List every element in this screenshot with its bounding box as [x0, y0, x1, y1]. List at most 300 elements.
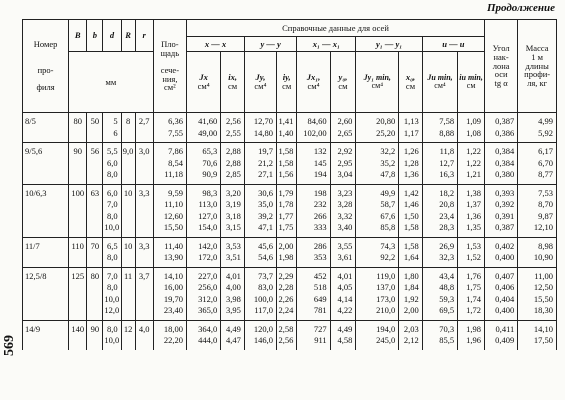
cell-value: 58,7 — [380, 199, 396, 209]
cell-value: 518 — [313, 282, 327, 292]
cell-value: 3,15 — [226, 222, 241, 232]
cell-value: 98,3 — [202, 187, 218, 198]
cell-value: 1,46 — [403, 199, 419, 209]
cell-value: 2,95 — [337, 157, 353, 168]
cell-r: 4,0 — [135, 320, 153, 350]
cell-value: 11,8 — [439, 146, 455, 156]
cell-Jy — [244, 237, 276, 267]
cell-ix — [221, 113, 245, 143]
cell-value: 1,74 — [466, 293, 482, 304]
cell-value: 1,09 — [466, 116, 482, 126]
cell-value: 0,406 — [495, 282, 515, 292]
cell-value: 0,387 — [495, 116, 515, 126]
cell-value: 19,70 — [163, 293, 183, 304]
cell-value: 12,10 — [533, 222, 553, 232]
cell-iu — [458, 184, 485, 237]
cell-tg — [485, 237, 518, 267]
cell-value: 2,56 — [278, 335, 294, 345]
cell-mass — [518, 237, 557, 267]
cell-value: 23,4 — [439, 210, 455, 221]
cell-number: 10/6,3 — [23, 184, 69, 237]
cell-value: 0,384 — [495, 146, 515, 156]
col-r-header: r — [135, 20, 153, 52]
cell-value: 4,47 — [226, 335, 241, 345]
cell-b: 56 — [87, 143, 103, 185]
cell-y0 — [330, 320, 356, 350]
cell-value: 7,86 — [168, 146, 183, 156]
cell-value: 3,55 — [337, 240, 353, 251]
cell-value: 18,30 — [533, 305, 553, 315]
cell-value: 1,78 — [278, 199, 294, 209]
angle-profile-table — [22, 19, 557, 350]
cell-value: 364,0 — [198, 323, 218, 334]
cell-tg — [485, 113, 518, 143]
cell-tg — [485, 267, 518, 320]
cell-b: 80 — [87, 267, 103, 320]
cell-value: 14,80 — [253, 127, 274, 138]
cell-value: 20,80 — [376, 116, 396, 126]
cell-value: 2,29 — [278, 270, 294, 281]
cell-value: 3,18 — [226, 210, 241, 221]
iy-header: iy, см — [277, 52, 297, 113]
cell-value: 1,53 — [466, 240, 482, 251]
cell-value: 1,58 — [278, 157, 294, 168]
cell-value: 10,0 — [104, 293, 120, 304]
cell-value: 2,92 — [337, 146, 353, 156]
Jumin-header: Ju min, см⁴ — [422, 52, 457, 113]
cell-Jy1 — [356, 184, 399, 237]
cell-value: 1,40 — [278, 127, 294, 138]
cell-area — [153, 184, 186, 237]
cell-value: 1,98 — [466, 323, 482, 334]
Jx1-header: Jx₁, см⁴ — [297, 52, 330, 113]
cell-value: 14,10 — [533, 323, 553, 334]
cell-value: 1,36 — [403, 169, 419, 179]
continuation-label: Продолжение — [486, 2, 555, 14]
table-row — [23, 237, 557, 267]
cell-value: 7,0 — [106, 199, 118, 209]
cell-value: 1,22 — [466, 157, 482, 168]
cell-value: 232 — [313, 199, 327, 209]
cell-iy — [277, 267, 297, 320]
cell-Jy — [244, 184, 276, 237]
cell-number: 11/7 — [23, 237, 69, 267]
cell-value: 12,70 — [253, 116, 274, 126]
cell-value: 9,87 — [538, 210, 553, 221]
cell-value: 146,0 — [253, 335, 274, 345]
cell-value: 1,58 — [403, 222, 419, 232]
cell-d — [103, 267, 121, 320]
cell-Jy1 — [356, 237, 399, 267]
cell-Jy — [244, 113, 276, 143]
cell-Ju — [422, 113, 457, 143]
cell-value: 1,98 — [278, 252, 294, 262]
cell-r: 3,3 — [135, 237, 153, 267]
Jx-header: Jx см⁴ — [187, 52, 221, 113]
cell-value: 0,380 — [495, 169, 515, 179]
cell-value: 8,0 — [106, 323, 118, 334]
cell-value: 1,13 — [403, 116, 419, 126]
cell-value: 41,60 — [198, 116, 218, 126]
cell-value: 18,00 — [163, 323, 183, 334]
cell-value: 911 — [314, 335, 327, 345]
cell-value: 4,05 — [337, 282, 353, 292]
Jy-header: Jy, см⁴ — [244, 52, 276, 113]
cell-r: 2,7 — [135, 113, 153, 143]
cell-value: 1,80 — [403, 270, 419, 281]
cell-value: 1,75 — [278, 222, 294, 232]
cell-value: 13,90 — [163, 252, 183, 262]
col-R-header: R — [121, 20, 135, 52]
table-row — [23, 320, 557, 350]
cell-value: 127,0 — [198, 210, 218, 221]
cell-value: 198 — [313, 187, 327, 198]
cell-value: 16,00 — [163, 282, 183, 292]
cell-value: 2,26 — [278, 293, 294, 304]
cell-B: 100 — [69, 184, 87, 237]
cell-value: 7,55 — [168, 127, 183, 138]
cell-value: 1,42 — [403, 187, 419, 198]
cell-Jx1 — [297, 143, 330, 185]
cell-value: 1,52 — [466, 252, 482, 262]
cell-value: 20,8 — [439, 199, 455, 209]
cell-Jy1 — [356, 267, 399, 320]
cell-Jx1 — [297, 237, 330, 267]
cell-value: 3,20 — [226, 187, 241, 198]
cell-value: 1,79 — [278, 187, 294, 198]
header-row-3 — [23, 52, 557, 113]
cell-value: 1,72 — [466, 305, 482, 315]
cell-x0 — [399, 143, 423, 185]
cell-b: 70 — [87, 237, 103, 267]
cell-iy — [277, 113, 297, 143]
cell-number: 8/5 — [23, 113, 69, 143]
cell-value: 30,6 — [258, 187, 274, 198]
cell-value: 1,41 — [278, 116, 294, 126]
cell-value: 19,7 — [258, 146, 274, 156]
cell-y0 — [330, 184, 356, 237]
cell-iu — [458, 143, 485, 185]
cell-value: 2,60 — [337, 116, 353, 126]
cell-iu — [458, 267, 485, 320]
cell-value: 2,00 — [278, 240, 294, 251]
cell-value: 11,10 — [164, 199, 183, 209]
cell-value: 22,20 — [163, 335, 183, 345]
cell-R: 8 — [121, 113, 135, 143]
cell-x0 — [399, 267, 423, 320]
cell-value: 0,391 — [495, 210, 515, 221]
cell-value: 0,409 — [495, 335, 515, 345]
cell-value: 15,50 — [163, 222, 183, 232]
cell-value: 1,64 — [403, 252, 419, 262]
cell-Jy1 — [356, 113, 399, 143]
cell-Jy1 — [356, 320, 399, 350]
cell-Jx — [187, 143, 221, 185]
Jy1min-header: Jy₁ min, см⁴ — [356, 52, 399, 113]
cell-value: 1,84 — [403, 282, 419, 292]
cell-value: 649 — [313, 293, 327, 304]
cell-iy — [277, 143, 297, 185]
cell-area — [153, 267, 186, 320]
axis-x1-header: x₁ — x₁ — [297, 37, 356, 52]
cell-d — [103, 113, 121, 143]
cell-value: 227,0 — [198, 270, 218, 281]
cell-value: 4,01 — [226, 270, 241, 281]
cell-value: 452 — [313, 270, 327, 281]
cell-value: 1,50 — [403, 210, 419, 221]
cell-value: 6,0 — [106, 157, 118, 168]
cell-value: 0,386 — [495, 127, 515, 138]
cell-value: 83,0 — [258, 282, 274, 292]
cell-value: 173,0 — [376, 293, 396, 304]
cell-value: 7,0 — [106, 270, 118, 281]
cell-value: 2,88 — [226, 146, 241, 156]
cell-value: 2,24 — [278, 305, 294, 315]
cell-b: 90 — [87, 320, 103, 350]
cell-Ju — [422, 184, 457, 237]
cell-value: 0,384 — [495, 157, 515, 168]
cell-ix — [221, 237, 245, 267]
cell-value: 0,400 — [495, 305, 515, 315]
cell-value: 8,98 — [538, 240, 553, 251]
cell-number: 9/5,6 — [23, 143, 69, 185]
cell-value: 210,0 — [376, 305, 396, 315]
cell-value: 194,0 — [376, 323, 396, 334]
cell-value: 1,56 — [278, 169, 294, 179]
col-area-header: Пло- щадь сече- ния, см² — [153, 20, 186, 113]
cell-value: 137,0 — [376, 282, 396, 292]
cell-ix — [221, 143, 245, 185]
cell-value: 16,3 — [439, 169, 455, 179]
cell-value: 8,0 — [106, 169, 118, 179]
cell-value: 35,0 — [258, 199, 274, 209]
cell-value: 3,23 — [337, 187, 353, 198]
cell-value: 172,0 — [198, 252, 218, 262]
cell-value: 113,0 — [198, 199, 218, 209]
cell-value: 1,77 — [278, 210, 294, 221]
cell-value: 69,5 — [439, 305, 455, 315]
cell-y0 — [330, 113, 356, 143]
cell-value: 3,19 — [226, 199, 241, 209]
cell-value: 5,5 — [106, 146, 118, 156]
ix-header: ix, см — [221, 52, 245, 113]
cell-value: 8,0 — [106, 210, 118, 221]
cell-iu — [458, 320, 485, 350]
cell-value: 28,3 — [439, 222, 455, 232]
cell-value: 312,0 — [198, 293, 218, 304]
axis-xx-header: x — x — [187, 37, 245, 52]
table-row — [23, 184, 557, 237]
cell-Jx — [187, 184, 221, 237]
cell-value: 0,392 — [495, 199, 515, 209]
cell-B: 110 — [69, 237, 87, 267]
table-row — [23, 143, 557, 185]
cell-value: 4,01 — [337, 270, 353, 281]
cell-value: 25,20 — [376, 127, 396, 138]
cell-value: 142,0 — [198, 240, 218, 251]
cell-value: 3,51 — [226, 252, 241, 262]
cell-value: 3,95 — [226, 305, 241, 315]
col-angle-header: Угол нак- лона оси tg α — [485, 20, 518, 113]
cell-value: 2,58 — [278, 323, 294, 334]
cell-value: 49,00 — [198, 127, 218, 138]
cell-value: 47,1 — [258, 222, 274, 232]
cell-value: 43,4 — [439, 270, 455, 281]
cell-value: 18,2 — [439, 187, 455, 198]
cell-value: 65,3 — [202, 146, 218, 156]
cell-value: 3,53 — [226, 240, 241, 251]
cell-r: 3,7 — [135, 267, 153, 320]
cell-value: 333 — [313, 222, 327, 232]
cell-value: 6,36 — [168, 116, 183, 126]
cell-iy — [277, 184, 297, 237]
cell-B: 90 — [69, 143, 87, 185]
cell-value: 6,5 — [106, 240, 118, 251]
cell-value: 11,18 — [164, 169, 183, 179]
col-B-header: B — [69, 20, 87, 52]
cell-mass — [518, 267, 557, 320]
cell-Jx — [187, 113, 221, 143]
cell-value: 3,98 — [226, 293, 241, 304]
cell-tg — [485, 184, 518, 237]
axis-y1-header: y₁ — y₁ — [356, 37, 422, 52]
cell-ix — [221, 184, 245, 237]
cell-value: 0,402 — [495, 240, 515, 251]
cell-Jy — [244, 143, 276, 185]
cell-value: 5,92 — [538, 127, 553, 138]
cell-Jy1 — [356, 143, 399, 185]
cell-value: 2,88 — [226, 157, 241, 168]
cell-number: 14/9 — [23, 320, 69, 350]
cell-value: 14,10 — [163, 270, 183, 281]
cell-value: 2,55 — [226, 127, 241, 138]
col-d-header: d — [103, 20, 121, 52]
cell-value: 256,0 — [198, 282, 218, 292]
cell-value: 444,0 — [198, 335, 218, 345]
cell-value: 3,28 — [337, 199, 353, 209]
cell-value: 0,393 — [495, 187, 515, 198]
cell-area — [153, 320, 186, 350]
cell-value: 4,58 — [337, 335, 353, 345]
cell-Jx1 — [297, 184, 330, 237]
cell-value: 39,2 — [258, 210, 274, 221]
cell-tg — [485, 320, 518, 350]
cell-Jx — [187, 267, 221, 320]
cell-value: 11,00 — [534, 270, 553, 281]
cell-value: 7,58 — [439, 116, 455, 126]
ref-data-group-header: Справочные данные для осей — [187, 20, 485, 37]
cell-value: 4,14 — [337, 293, 353, 304]
cell-value: 8,77 — [538, 169, 553, 179]
cell-value: 1,96 — [466, 335, 482, 345]
cell-value: 6,70 — [538, 157, 553, 168]
cell-value: 4,49 — [226, 323, 241, 334]
cell-mass — [518, 143, 557, 185]
cell-value: 85,8 — [380, 222, 396, 232]
cell-x0 — [399, 320, 423, 350]
cell-value: 1,35 — [466, 222, 482, 232]
cell-value: 92,2 — [380, 252, 396, 262]
cell-value: 8,0 — [106, 252, 118, 262]
cell-value: 15,50 — [533, 293, 553, 304]
table-row — [23, 113, 557, 143]
cell-value: 286 — [313, 240, 327, 251]
cell-value: 4,00 — [226, 282, 241, 292]
cell-value: 23,40 — [163, 305, 183, 315]
cell-Jx — [187, 237, 221, 267]
cell-value: 32,3 — [439, 252, 455, 262]
col-number-header: Номер про- филя — [23, 20, 69, 113]
cell-value: 781 — [313, 305, 327, 315]
axis-yy-header: y — y — [244, 37, 297, 52]
cell-value: 0,411 — [495, 323, 515, 334]
cell-d — [103, 237, 121, 267]
cell-iy — [277, 237, 297, 267]
cell-value: 117,0 — [254, 305, 274, 315]
cell-value: 2,85 — [226, 169, 241, 179]
cell-y0 — [330, 237, 356, 267]
cell-value: 1,75 — [466, 282, 482, 292]
cell-value: 120,0 — [253, 323, 274, 334]
cell-value: 266 — [313, 210, 327, 221]
cell-value: 6 — [113, 127, 118, 138]
cell-d — [103, 184, 121, 237]
cell-value: 2,12 — [403, 335, 419, 345]
cell-Jx1 — [297, 113, 330, 143]
cell-value: 4,22 — [337, 305, 353, 315]
mm-unit-header: мм — [69, 52, 154, 113]
cell-mass — [518, 184, 557, 237]
cell-R: 9,0 — [121, 143, 135, 185]
cell-value: 3,61 — [337, 252, 353, 262]
cell-value: 8,88 — [439, 127, 455, 138]
cell-value: 132 — [313, 146, 327, 156]
cell-value: 4,49 — [337, 323, 353, 334]
cell-value: 54,6 — [258, 252, 274, 262]
cell-value: 12,0 — [104, 305, 120, 315]
cell-Ju — [422, 237, 457, 267]
cell-value: 2,00 — [403, 305, 419, 315]
cell-value: 7,53 — [538, 187, 553, 198]
cell-value: 1,17 — [403, 127, 419, 138]
cell-value: 1,28 — [403, 157, 419, 168]
cell-ix — [221, 267, 245, 320]
cell-y0 — [330, 267, 356, 320]
cell-y0 — [330, 143, 356, 185]
iumin-header: iu min, см — [458, 52, 485, 113]
cell-value: 2,65 — [337, 127, 353, 138]
header-row-1 — [23, 20, 557, 37]
cell-value: 2,28 — [278, 282, 294, 292]
cell-value: 2,03 — [403, 323, 419, 334]
cell-value: 727 — [313, 323, 327, 334]
cell-value: 74,3 — [380, 240, 396, 251]
cell-value: 0,400 — [495, 252, 515, 262]
cell-value: 10,0 — [104, 335, 120, 345]
cell-iu — [458, 237, 485, 267]
cell-value: 26,9 — [439, 240, 455, 251]
col-b-header: b — [87, 20, 103, 52]
cell-value: 1,58 — [278, 146, 294, 156]
cell-R: 11 — [121, 267, 135, 320]
cell-value: 21,2 — [258, 157, 274, 168]
cell-value: 1,38 — [466, 187, 482, 198]
cell-value: 194 — [313, 169, 327, 179]
cell-value: 27,1 — [258, 169, 274, 179]
cell-value: 3,32 — [337, 210, 353, 221]
cell-value: 59,3 — [439, 293, 455, 304]
cell-Jx1 — [297, 267, 330, 320]
